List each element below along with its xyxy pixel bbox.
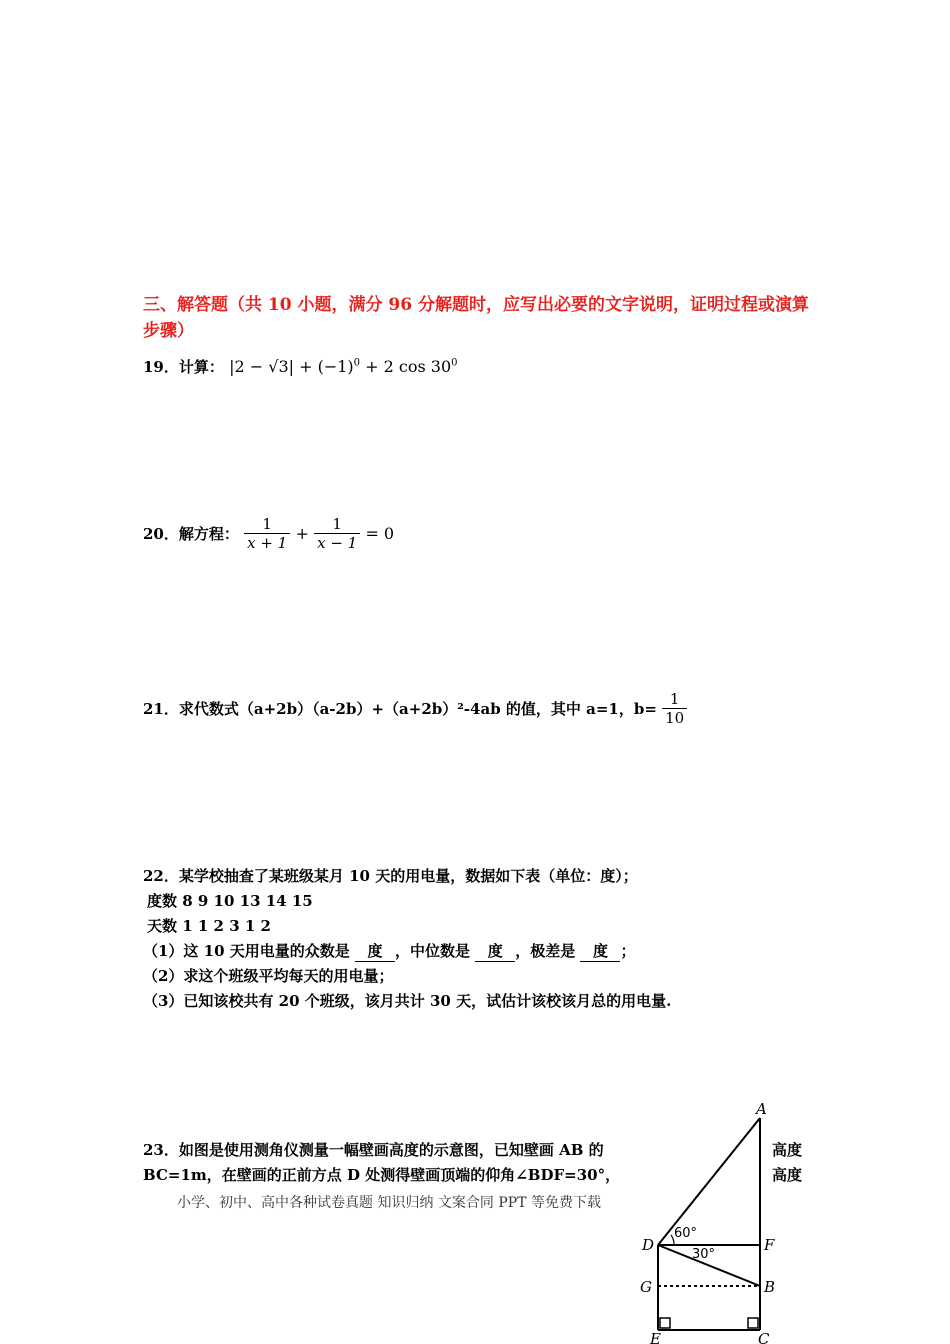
- label-b: B: [764, 1278, 776, 1296]
- question-20: [143, 515, 394, 552]
- q19-expr-b: + 2 cos 30: [360, 357, 452, 376]
- q23-line-2: BC=1m，在壁画的正前方点 D 处测得壁画顶端的仰角∠BDF=30°，: [143, 1166, 621, 1184]
- q20-plus: +: [295, 524, 309, 543]
- q23-line-1: 23．如图是使用测角仪测量一幅壁画高度的示意图，已知壁画 AB 的: [143, 1141, 604, 1159]
- q22-part-2: （2）求这个班级平均每天的用电量；: [143, 967, 394, 985]
- q22-table-row-days: 天数 1 1 2 3 1 2: [147, 917, 271, 935]
- label-d: D: [642, 1236, 655, 1254]
- q21-denominator: 10: [662, 708, 687, 727]
- q23-line-1-tail: 高度: [772, 1141, 803, 1159]
- angle-30-label: 30°: [692, 1247, 716, 1262]
- q22-blank-mode: 度: [355, 940, 395, 962]
- q19-sup0: 0: [353, 357, 361, 369]
- q21-text: 21．求代数式（a+2b）（a-2b）+（a+2b）²-4ab 的值，其中 a=1，b=: [143, 700, 657, 718]
- q22-part-1: [143, 940, 635, 962]
- q19-label: 19．计算：: [143, 358, 224, 376]
- right-angle-e: [660, 1318, 670, 1328]
- label-e: E: [650, 1330, 661, 1344]
- q22-part-3: （3）已知该校共有 20 个班级，该月共计 30 天，试估计该校该月总的用电量.: [143, 992, 672, 1010]
- q20-fraction-1: [244, 515, 290, 552]
- right-angle-c: [748, 1318, 758, 1328]
- angle-60-label: 60°: [674, 1226, 698, 1241]
- q22-p1-text-b: ，中位数是: [394, 942, 476, 960]
- label-f: F: [764, 1236, 775, 1254]
- q19-expression: [229, 357, 457, 376]
- q20-equals-zero: = 0: [365, 524, 395, 543]
- q20-numerator-1: 1: [262, 515, 272, 533]
- q22-p1-text-c: ，极差是: [515, 942, 581, 960]
- q22-p1-text-d: ；: [620, 942, 636, 960]
- question-21: [143, 690, 687, 727]
- footer-watermark-text: 小学、初中、高中各种试卷真题 知识归纳 文案合同 PPT 等免费下载: [177, 1195, 601, 1211]
- label-a: A: [756, 1100, 767, 1118]
- q19-expr-a: |2 − √3| + (−1): [229, 357, 354, 376]
- q20-numerator-2: 1: [332, 515, 342, 533]
- q21-numerator: 1: [669, 690, 680, 708]
- q22-table-row-degrees: 度数 8 9 10 13 14 15: [147, 892, 313, 910]
- label-c: C: [758, 1330, 770, 1344]
- question-19: [143, 356, 458, 377]
- q20-denominator-1: x + 1: [244, 533, 290, 552]
- q20-label: 20．解方程：: [143, 525, 239, 543]
- q22-intro: 22．某学校抽查了某班级某月 10 天的用电量，数据如下表（单位：度）；: [143, 867, 638, 885]
- q20-denominator-2: x − 1: [314, 533, 360, 552]
- q22-blank-range: 度: [580, 940, 620, 962]
- q22-p1-text-a: （1）这 10 天用电量的众数是: [143, 942, 355, 960]
- q23-line-2-tail: 高度: [772, 1166, 803, 1184]
- figure-mask: [642, 1182, 702, 1202]
- q23-figure: [630, 1100, 830, 1344]
- q19-sup1: 0: [451, 357, 458, 369]
- label-g: G: [640, 1278, 652, 1296]
- q21-fraction: [662, 690, 687, 727]
- q22-blank-median: 度: [475, 940, 515, 962]
- section-title: 三、解答题（共 10 小题，满分 96 分解题时，应写出必要的文字说明，证明过程或演算步骤）: [143, 295, 809, 341]
- q20-fraction-2: [314, 515, 360, 552]
